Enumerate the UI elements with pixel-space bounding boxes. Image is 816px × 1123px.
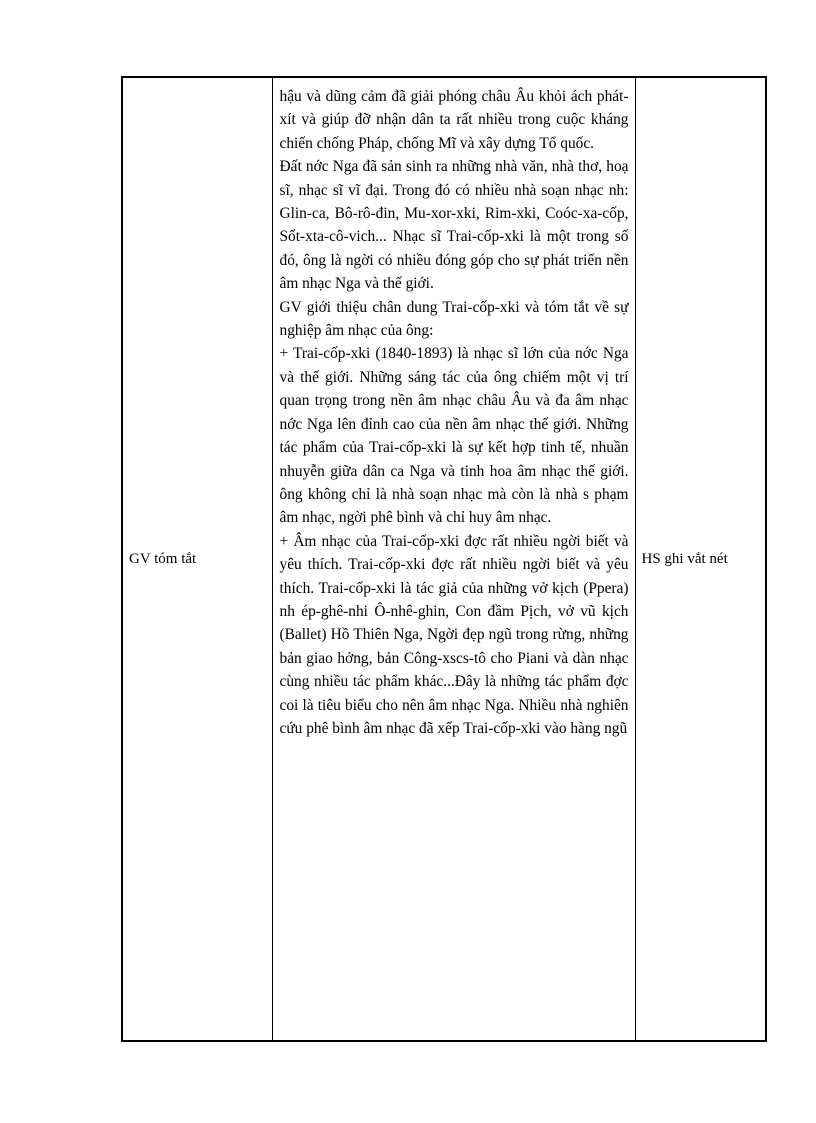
lesson-content-cell [272, 77, 635, 1041]
table-row [122, 77, 766, 1041]
teacher-activity-cell [122, 77, 272, 1041]
paragraph-4: + Trai-cốp-xki (1840-1893) là nhạc sĩ lớn của nớc Nga và thế giới. Những sáng tác của ông chiếm một vị trí quan trọng trong nền âm nhạc châu Âu và đa âm nhạc nớc Nga lên đỉnh cao của nền âm nhạc thế giới. Những tác phẩm của Trai-cốp-xki là sự kết hợp tinh tế, nhuần nhuyễn giữa dân ca Nga và tinh hoa âm nhạc thế giới. ông không chỉ là nhà soạn nhạc mà còn là nhà s phạm âm nhạc, ngời phê bình và chỉ huy âm nhạc. [279, 345, 629, 527]
paragraph-1: hậu và dũng cảm đã giải phóng châu Âu khỏi ách phát-xít và giúp đỡ nhận dân ta rất nhiều trong cuộc kháng chiến chống Pháp, chống Mĩ và xây dựng Tổ quốc. [279, 88, 629, 152]
paragraph-2: Đất nớc Nga đã sản sinh ra những nhà văn, nhà thơ, hoạ sĩ, nhạc sĩ vĩ đại. Trong đó có nhiều nhà soạn nhạc nh: Glin-ca, Bô-rô-đin, Mu-xor-xki, Rim-xki, Coóc-xa-cốp, Sốt-xta-cô-vich... Nhạc sĩ Trai-cốp-xki là một trong số đó, ông là ngời có nhiều đóng góp cho sự phát triển nền âm nhạc Nga và thế giới. [279, 158, 629, 293]
paragraph-3: GV giới thiệu chân dung Trai-cốp-xki và tóm tắt về sự nghiệp âm nhạc của ông: [279, 298, 629, 340]
lesson-content [273, 78, 635, 1040]
paragraph-5: + Âm nhạc của Trai-cốp-xki đợc rất nhiều ngời biết và yêu thích. Trai-cốp-xki đợc rất nhiều ngời biết và yêu thích. Trai-cốp-xki là tác giả của những vở kịch (Ppera) nh ép-ghê-nhi Ô-nhê-ghin, Con đầm Pịch, vở vũ kịch (Ballet) Hồ Thiên Nga, Ngời đẹp ngũ trong rừng, những bản giao hởng, bản Công-xscs-tô cho Piani và dàn nhạc cùng nhiều tác phẩm khác...Đây là những tác phẩm đợc coi là tiêu biểu cho nên âm nhạc Nga. Nhiều nhà nghiên cứu phê bình âm nhạc đã xếp Trai-cốp-xki vào hàng ngũ [279, 532, 629, 737]
teacher-activity-text: GV tóm tắt [129, 551, 197, 567]
student-activity-text: HS ghi vắt nét [641, 551, 728, 567]
student-activity-cell [635, 77, 766, 1041]
lesson-table [121, 76, 767, 1042]
